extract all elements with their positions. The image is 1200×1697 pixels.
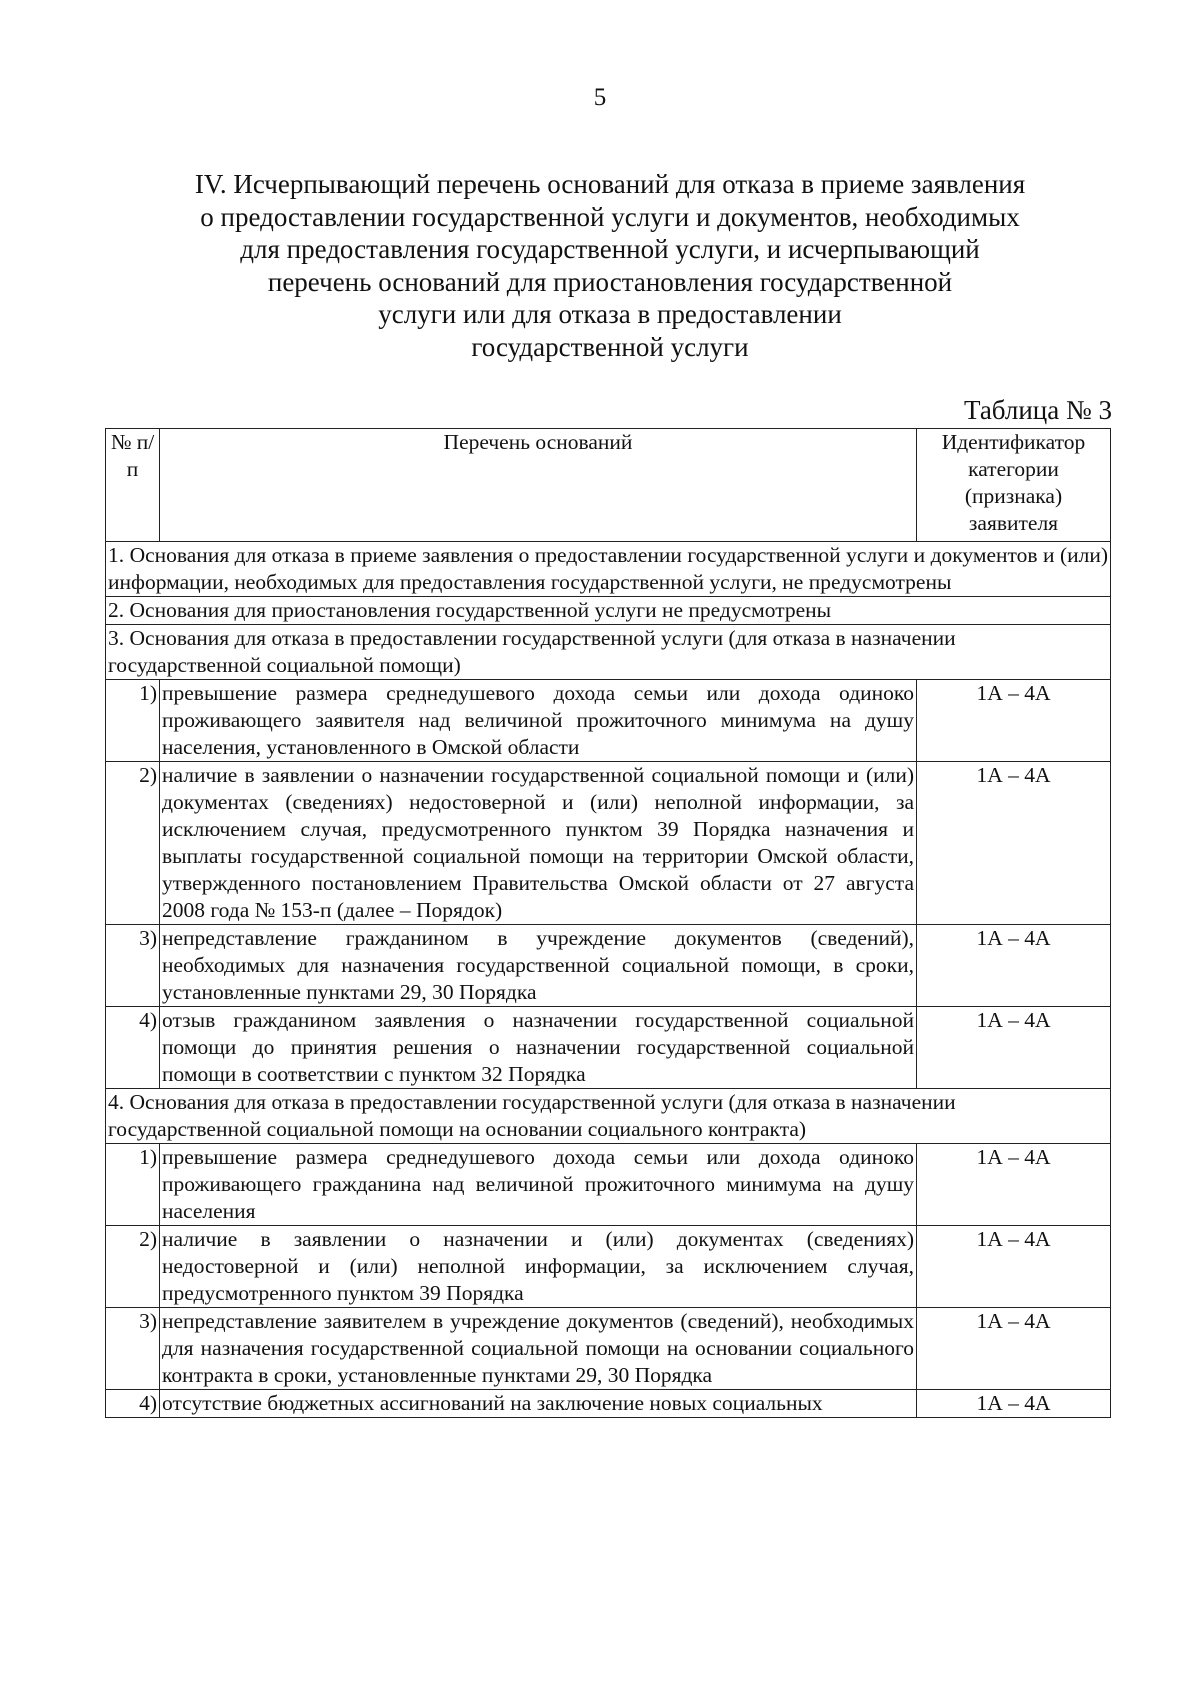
- heading-line: для предоставления государственной услуги, и исчерпывающий: [240, 234, 980, 264]
- item-text: наличие в заявлении о назначении и (или) документах (сведениях) недостоверной и (или) неполной информации, за исключением случая, предусмотренного пунктом 39 Порядка: [160, 1226, 917, 1308]
- page-number: 5: [593, 84, 607, 111]
- table-row: [106, 1390, 1111, 1418]
- item-text: отзыв гражданином заявления о назначении государственной социальной помощи до принятия решения о назначении государственной социальной помощи в соответствии с пунктом 32 Порядка: [160, 1007, 917, 1089]
- header-list: Перечень оснований: [160, 429, 917, 542]
- table-row: [106, 1144, 1111, 1226]
- table-row: [106, 925, 1111, 1007]
- item-text: превышение размера среднедушевого дохода семьи или дохода одиноко проживающего гражданина над величиной прожиточного минимума на душу населения: [160, 1144, 917, 1226]
- grounds-table: [105, 428, 1111, 1418]
- item-text: непредставление гражданином в учреждение документов (сведений), необходимых для назначения государственной социальной помощи, в сроки, установленные пунктами 29, 30 Порядка: [160, 925, 917, 1007]
- section-title: 1. Основания для отказа в приеме заявления о предоставлении государственной услуги и документов и (или) информации, необходимых для предоставления государственной услуги, не предусмотрены: [106, 542, 1111, 597]
- section-row: [106, 1089, 1111, 1144]
- heading-line: о предоставлении государственной услуги и документов, необходимых: [200, 201, 1020, 232]
- header-identifier: Идентификатор категории (признака) заявителя: [917, 429, 1111, 542]
- item-text: наличие в заявлении о назначении государственной социальной помощи и (или) документах (сведениях) недостоверной и (или) неполной информации, за исключением случая, предусмотренного пунктом 39 Порядка назначения и выплаты государственной социальной помощи на территории Омской области, утвержденного постановлением Правительства Омской области от 27 августа 2008 года № 153-п (далее – Порядок): [160, 762, 917, 925]
- heading-line: перечень оснований для приостановления государственной: [267, 266, 953, 297]
- heading-line: IV. Исчерпывающий перечень оснований для отказа в приеме заявления: [194, 169, 1026, 199]
- heading-line: государственной услуги: [471, 331, 749, 362]
- item-num: 1): [106, 1144, 160, 1226]
- item-num: 1): [106, 680, 160, 762]
- item-text: отсутствие бюджетных ассигнований на заключение новых социальных: [160, 1390, 917, 1418]
- item-identifier: 1А – 4А: [917, 1226, 1111, 1308]
- item-identifier: 1А – 4А: [917, 680, 1111, 762]
- item-num: 3): [106, 1308, 160, 1390]
- section-row: [106, 542, 1111, 597]
- table-row: [106, 1007, 1111, 1089]
- item-num: 2): [106, 762, 160, 925]
- section-heading: [110, 168, 1110, 363]
- item-identifier: 1А – 4А: [917, 1390, 1111, 1418]
- section-row: [106, 597, 1111, 625]
- header-num: № п/п: [106, 429, 160, 542]
- item-identifier: 1А – 4А: [917, 1007, 1111, 1089]
- item-identifier: 1А – 4А: [917, 762, 1111, 925]
- table-row: [106, 1308, 1111, 1390]
- section-title: 3. Основания для отказа в предоставлении государственной услуги (для отказа в назначении государственной социальной помощи): [106, 625, 1111, 680]
- item-num: 3): [106, 925, 160, 1007]
- item-identifier: 1А – 4А: [917, 1144, 1111, 1226]
- section-title: 4. Основания для отказа в предоставлении государственной услуги (для отказа в назначении государственной социальной помощи на основании социального контракта): [106, 1089, 1111, 1144]
- section-row: [106, 625, 1111, 680]
- table-row: [106, 762, 1111, 925]
- item-num: 4): [106, 1007, 160, 1089]
- item-identifier: 1А – 4А: [917, 1308, 1111, 1390]
- item-num: 2): [106, 1226, 160, 1308]
- table-header-row: [106, 429, 1111, 542]
- table-row: [106, 680, 1111, 762]
- table-row: [106, 1226, 1111, 1308]
- item-text: превышение размера среднедушевого дохода семьи или дохода одиноко проживающего заявителя над величиной прожиточного минимума на душу населения, установленного в Омской области: [160, 680, 917, 762]
- heading-line: услуги или для отказа в предоставлении: [378, 299, 842, 329]
- item-text: непредставление заявителем в учреждение документов (сведений), необходимых для назначения государственной социальной помощи на основании социального контракта в сроки, установленные пунктами 29, 30 Порядка: [160, 1308, 917, 1390]
- table-caption: Таблица № 3: [964, 395, 1112, 425]
- section-title: 2. Основания для приостановления государственной услуги не предусмотрены: [106, 597, 1111, 625]
- item-identifier: 1А – 4А: [917, 925, 1111, 1007]
- item-num: 4): [106, 1390, 160, 1418]
